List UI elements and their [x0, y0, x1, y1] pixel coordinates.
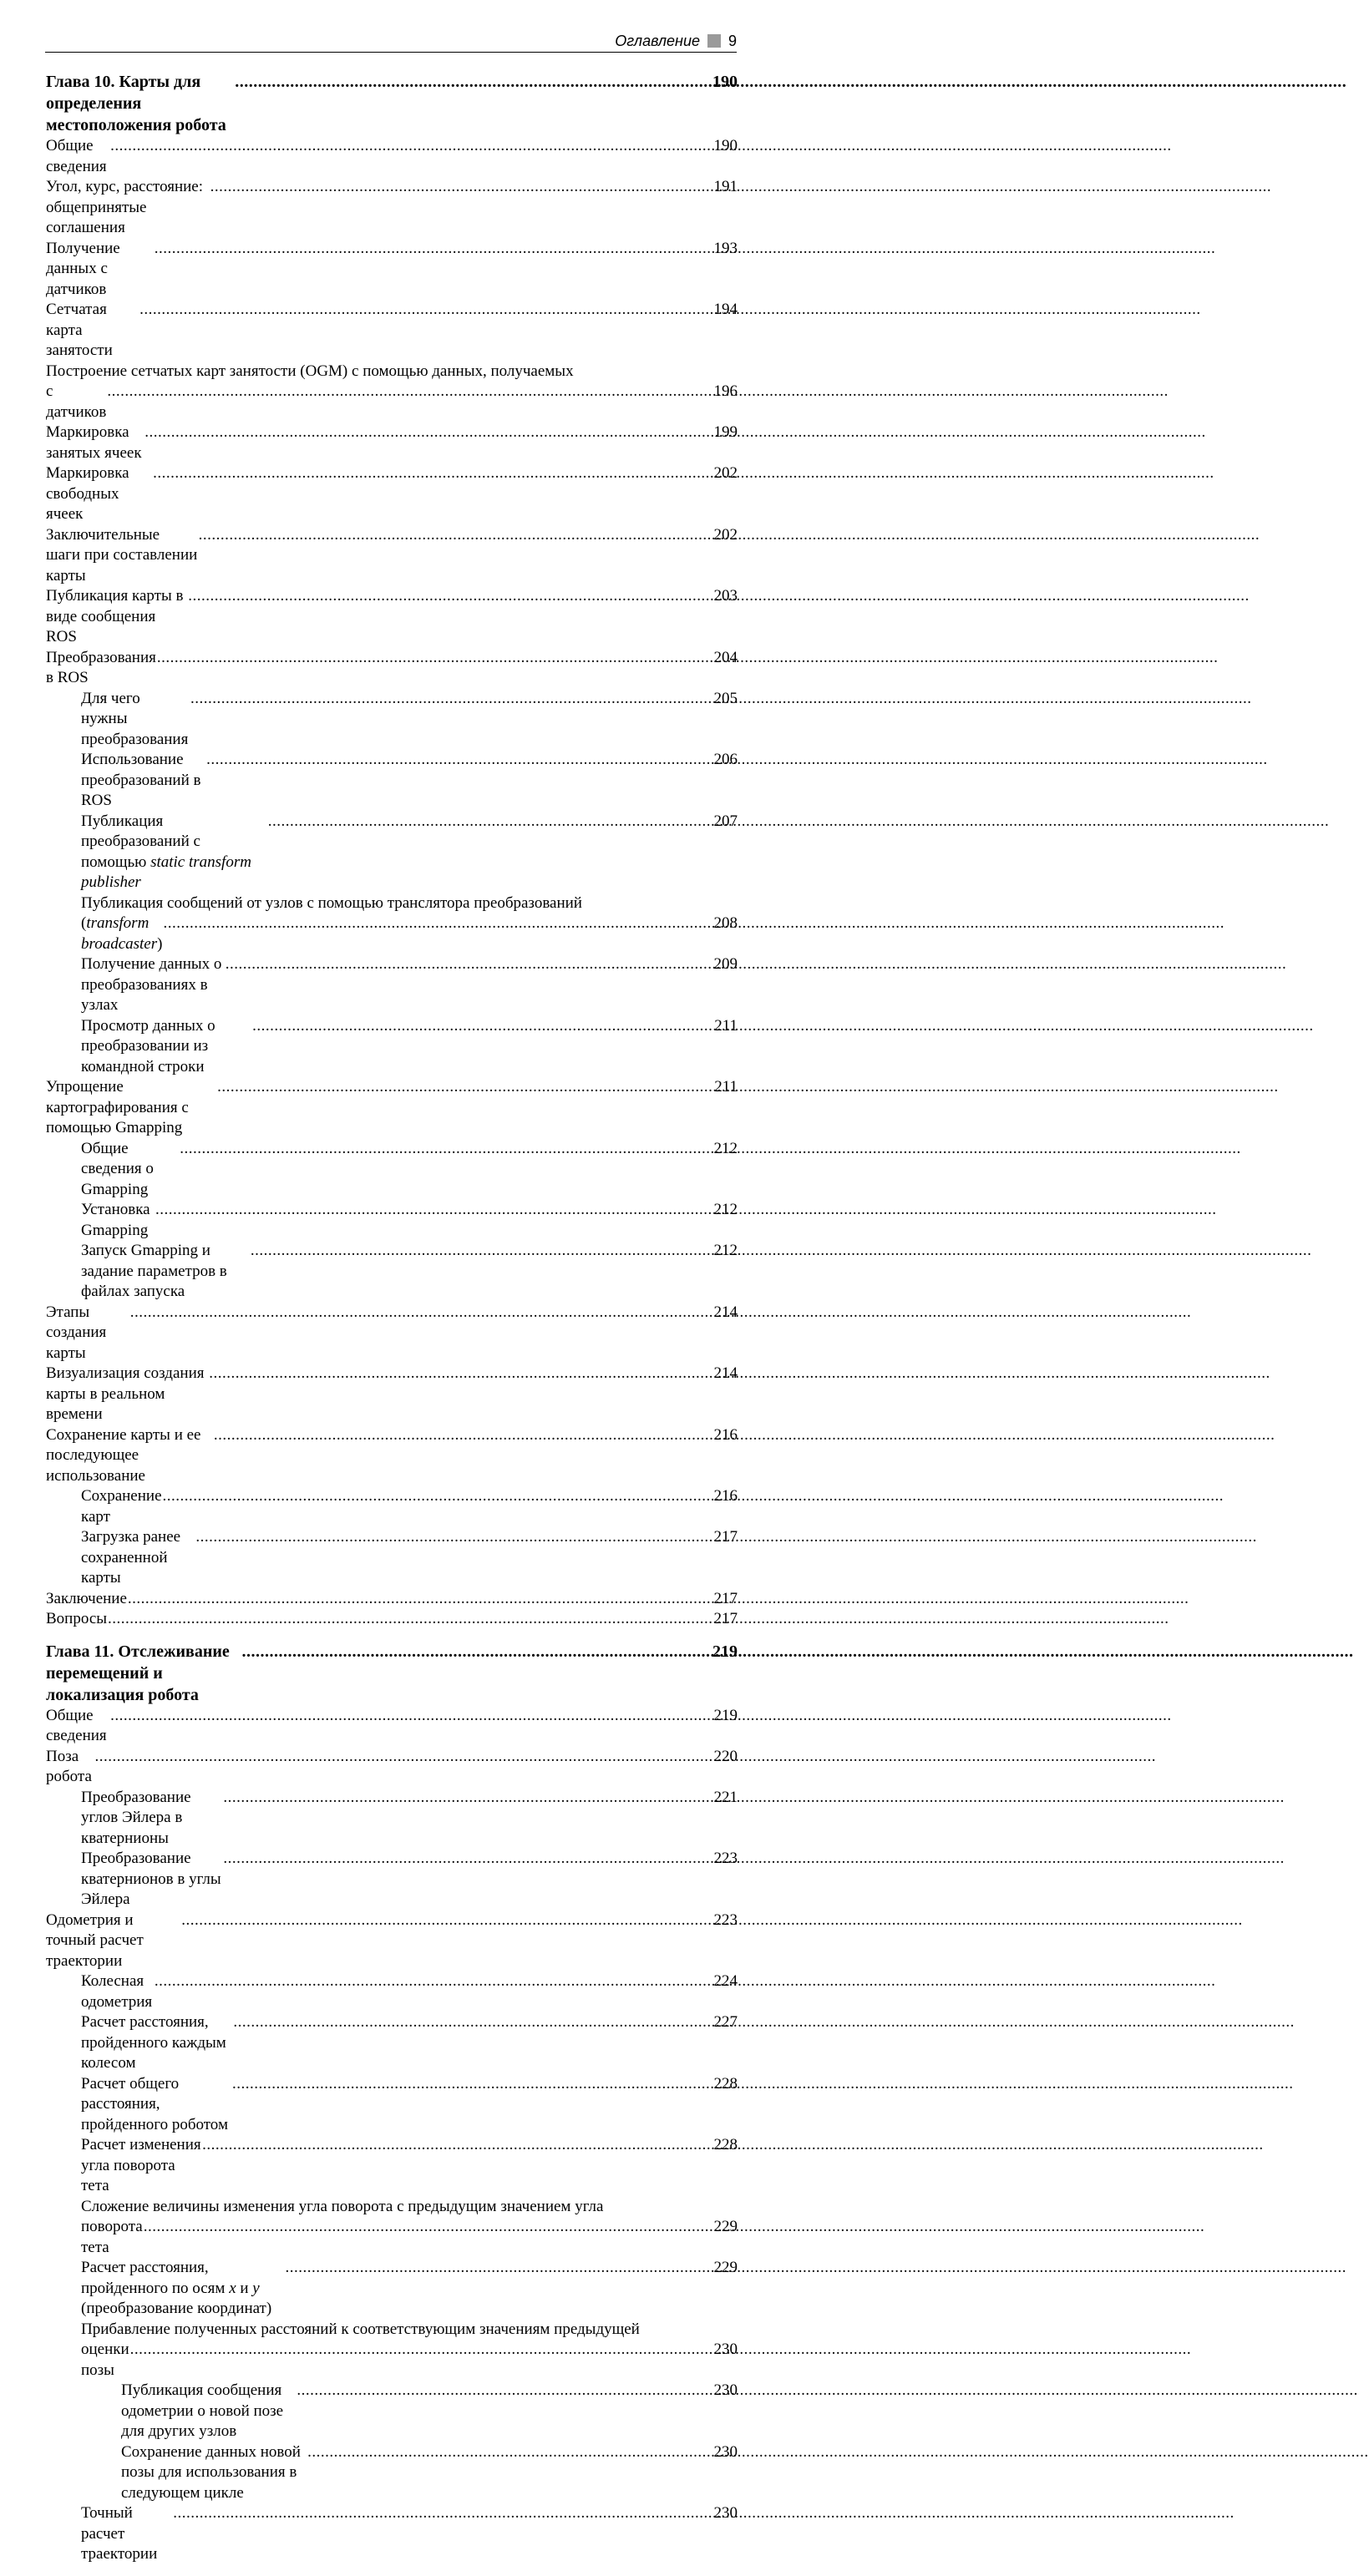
toc-entry-title: Заключительные шаги при составлении карты	[46, 525, 198, 585]
toc-entry-title-text: и	[236, 2279, 253, 2297]
chapter-heading[interactable]	[46, 71, 738, 136]
toc-entry-title: Запуск Gmapping и задание параметров в файлах запуска	[81, 1242, 227, 1300]
toc-entry-page: 212	[713, 1201, 738, 1218]
toc-entry-page: 191	[713, 178, 738, 195]
toc-entry-title: Сохранение данных новой позы для использования в следующем цикле	[121, 2442, 301, 2502]
toc-subentry-line1[interactable]	[46, 2197, 738, 2218]
toc-entry-page: 230	[713, 2381, 738, 2399]
toc-subentry[interactable]	[46, 2012, 738, 2074]
toc-entry-title: Угол, курс, расстояние: общепринятые соглашения	[46, 178, 204, 236]
toc-entry-title: Просмотр данных о преобразовании из командной строки	[81, 1016, 215, 1075]
toc-entry-title: Прибавление полученных расстояний к соответствующим значениям предыдущей	[81, 2320, 640, 2338]
toc-entry-page: 221	[713, 1788, 738, 1806]
toc-entry-title: Расчет общего расстояния, пройденного роботом	[81, 2074, 228, 2133]
toc-entry-page: 209	[713, 955, 738, 973]
toc-entry-title-text: Публикация преобразований с помощью	[81, 812, 200, 871]
toc-chapter-10	[46, 71, 738, 1630]
toc-entry-title: Получение данных о преобразованиях в узлах	[81, 955, 222, 1014]
toc-entry-page: 227	[713, 2013, 738, 2031]
toc-entry[interactable]	[46, 1364, 738, 1425]
toc-entry-page: 217	[713, 1610, 738, 1627]
toc-entry-page: 196	[713, 382, 738, 400]
toc-entry-title: Заключение	[46, 1589, 127, 1607]
toc-entry-title: Преобразование кватернионов в углы Эйлера	[81, 1850, 221, 1908]
toc-entry[interactable]	[46, 136, 738, 177]
toc-subentry-line1[interactable]	[46, 893, 738, 914]
toc-entry-title-continued: (transform broadcaster)	[81, 914, 163, 953]
toc-entry-title: Расчет расстояния, пройденного каждым колесом	[81, 2013, 226, 2072]
toc-entry-title: Визуализация создания карты в реальном времени	[46, 1364, 205, 1423]
toc-subentry[interactable]	[46, 1788, 738, 1850]
running-head	[45, 30, 737, 53]
toc-entry-page: 212	[713, 1242, 738, 1259]
toc-entry-page: 202	[713, 525, 738, 544]
toc-entry-title	[81, 2258, 284, 2320]
toc-entry-page: 217	[713, 1528, 738, 1546]
chapter-title: Глава 11. Отслеживание перемещений и локализация робота	[46, 1642, 230, 1704]
toc-entry-page: 223	[713, 1850, 738, 1867]
toc-entry-page: 219	[713, 1706, 738, 1724]
toc-subentry[interactable]	[46, 1241, 738, 1303]
toc-entry-title: Общие сведения	[46, 1706, 107, 1744]
toc-entry-title: Общие сведения	[46, 137, 107, 175]
toc-entry[interactable]	[46, 648, 738, 689]
toc-entry-page: 193	[713, 239, 738, 257]
toc-entry-title: Публикация карты в виде сообщения ROS	[46, 587, 184, 645]
toc-entry-page: 204	[713, 648, 738, 666]
toc-entry-title: Сохранение карты и ее последующее использование	[46, 1425, 201, 1485]
toc-subentry[interactable]	[46, 913, 738, 954]
toc-entry-title-continued: поворота тета	[81, 2218, 143, 2256]
toc-entry-page: 223	[713, 1910, 738, 1929]
square-marker-icon	[707, 34, 721, 48]
toc-entry[interactable]	[46, 1609, 738, 1630]
toc-entry-page: 211	[714, 1016, 738, 1035]
toc-entry-page: 229	[713, 2259, 738, 2276]
toc-entry-page: 212	[713, 1139, 738, 1157]
toc-entry[interactable]	[46, 423, 738, 463]
toc-subentry[interactable]	[46, 2074, 738, 2136]
toc-entry-title: Загрузка ранее сохраненной карты	[81, 1528, 181, 1587]
toc-entry-title: Преобразование углов Эйлера в кватернионы	[81, 1788, 191, 1847]
toc-chapter-11	[46, 1641, 738, 2565]
toc-entry-page: 208	[713, 914, 738, 932]
toc-entry-page: 194	[713, 301, 738, 318]
toc-entry-title: Преобразования в ROS	[46, 648, 156, 686]
toc-entry[interactable]	[46, 239, 738, 301]
toc-entry[interactable]	[46, 1303, 738, 1364]
chapter-heading[interactable]	[46, 1641, 738, 1706]
toc-entry-page: 229	[713, 2218, 738, 2235]
toc-entry-page: 228	[713, 2074, 738, 2093]
toc-entry-page: 202	[713, 464, 738, 482]
toc-entry[interactable]	[46, 1706, 738, 1747]
toc-entry-page: 211	[714, 1078, 738, 1096]
toc-subentry-line1[interactable]	[46, 2320, 738, 2341]
toc-subentry[interactable]	[46, 689, 738, 751]
toc-entry-title: Сетчатая карта занятости	[46, 301, 113, 359]
toc-subentry[interactable]	[46, 1849, 738, 1910]
toc-entry[interactable]	[46, 1589, 738, 1610]
toc-entry-title-continued: оценки позы	[81, 2341, 129, 2379]
toc-entry-title: Маркировка свободных ячеек	[46, 464, 129, 523]
running-head-page-number: 9	[728, 32, 737, 49]
toc-entry-title: Публикация сообщения одометрии о новой позе для других узлов	[121, 2381, 284, 2440]
toc-entry-page: 230	[713, 2504, 738, 2522]
toc-entry-title: Установка Gmapping	[81, 1201, 150, 1239]
toc-entry-page: 203	[713, 587, 738, 605]
toc-entry-page: 207	[713, 812, 738, 830]
toc-entry-title: Поза робота	[46, 1747, 92, 1785]
toc-entry-title-italic: static transform publisher	[81, 853, 251, 891]
toc-entry-title: Общие сведения о Gmapping	[81, 1139, 154, 1198]
toc-entry[interactable]	[46, 1077, 738, 1139]
toc-entry[interactable]	[46, 1425, 738, 1487]
toc-entry-title-text: Расчет расстояния, пройденного по осям	[81, 2259, 230, 2297]
toc-subentry[interactable]	[46, 1527, 738, 1589]
toc-entry-title: Публикация сообщений от узлов с помощью транслятора преобразований	[81, 893, 582, 912]
toc-entry-page: 217	[713, 1589, 738, 1607]
toc-subentry[interactable]	[46, 750, 738, 812]
toc-entry-title: Для чего нужны преобразования	[81, 689, 189, 748]
toc-entry-title-italic: transform broadcaster	[81, 914, 158, 953]
toc-entry-page: 230	[713, 2341, 738, 2358]
running-head-title: Оглавление	[615, 32, 700, 49]
toc-entry[interactable]	[46, 463, 738, 525]
toc-entry-title	[81, 812, 267, 893]
toc-entry-page: 206	[713, 751, 738, 768]
toc-entry-page: 214	[713, 1364, 738, 1382]
toc-subsubentry[interactable]	[46, 2381, 738, 2442]
toc-subentry[interactable]	[46, 2340, 738, 2381]
toc-entry-title: Колесная одометрия	[81, 1972, 153, 2011]
toc-entry-line1[interactable]	[46, 362, 738, 382]
chapter-page: 219	[712, 1642, 738, 1661]
toc-entry-title-italic: x	[229, 2279, 236, 2297]
chapter-title: Глава 10. Карты для определения местоположения робота	[46, 73, 226, 134]
toc-entry-page: 228	[713, 2136, 738, 2153]
toc-subentry[interactable]	[46, 954, 738, 1016]
toc-entry-page: 230	[713, 2442, 738, 2461]
toc-entry-page: 216	[713, 1425, 738, 1444]
toc-entry-page: 214	[713, 1303, 738, 1321]
toc-entry-page: 199	[713, 423, 738, 441]
toc-entry-page: 220	[713, 1747, 738, 1765]
toc-entry-page: 216	[713, 1487, 738, 1505]
toc-entry[interactable]	[46, 300, 738, 362]
toc-entry-title: Одометрия и точный расчет траектории	[46, 1910, 144, 1970]
toc-entry-title-text: (преобразование координат)	[81, 2300, 272, 2317]
toc-entry-title: Сложение величины изменения угла поворота с предыдущим значением угла	[81, 2197, 604, 2215]
toc-entry-page: 224	[713, 1972, 738, 1990]
toc-subentry[interactable]	[46, 2135, 738, 2197]
toc-entry[interactable]	[46, 1747, 738, 1788]
toc-entry[interactable]	[46, 525, 738, 587]
toc-entry-title: Этапы создания карты	[46, 1303, 107, 1362]
toc-subentry[interactable]	[46, 1139, 738, 1201]
toc-entry-title: Использование преобразований в ROS	[81, 751, 201, 809]
toc-entry-title: Точный расчет траектории	[81, 2504, 158, 2563]
toc-subentry[interactable]	[46, 1016, 738, 1078]
toc-entry-title: Расчет изменения угла поворота тета	[81, 2136, 201, 2194]
toc-subentry[interactable]	[46, 1971, 738, 2012]
toc-entry-title: Построение сетчатых карт занятости (OGM) с помощью данных, получаемых	[46, 362, 574, 380]
toc-subentry[interactable]	[46, 2217, 738, 2258]
toc-subentry[interactable]	[46, 2503, 738, 2565]
toc-subentry[interactable]	[46, 1200, 738, 1241]
toc-entry-title: Получение данных с датчиков	[46, 239, 120, 298]
toc-entry-title: Вопросы	[46, 1610, 108, 1627]
chapter-page: 190	[712, 73, 738, 91]
toc-entry-title: Маркировка занятых ячеек	[46, 423, 142, 462]
toc-subsubentry[interactable]	[46, 2442, 738, 2504]
toc-entry[interactable]	[46, 382, 738, 423]
toc-subentry[interactable]	[46, 1486, 738, 1527]
toc-subentry[interactable]	[46, 812, 738, 893]
toc-entry[interactable]	[46, 177, 738, 239]
toc-entry-page: 190	[713, 137, 738, 154]
toc-entry[interactable]	[46, 586, 738, 648]
toc-subentry[interactable]	[46, 2258, 738, 2320]
toc-entry-title-continued: с датчиков	[46, 382, 107, 421]
toc-entry[interactable]	[46, 1910, 738, 1972]
toc-entry-page: 205	[713, 689, 738, 707]
toc-entry-title: Сохранение карт	[81, 1487, 162, 1526]
toc-entry-title-italic: y	[252, 2279, 260, 2297]
toc-entry-title: Упрощение картографирования с помощью Gmapping	[46, 1078, 189, 1136]
table-of-contents	[46, 71, 738, 2576]
